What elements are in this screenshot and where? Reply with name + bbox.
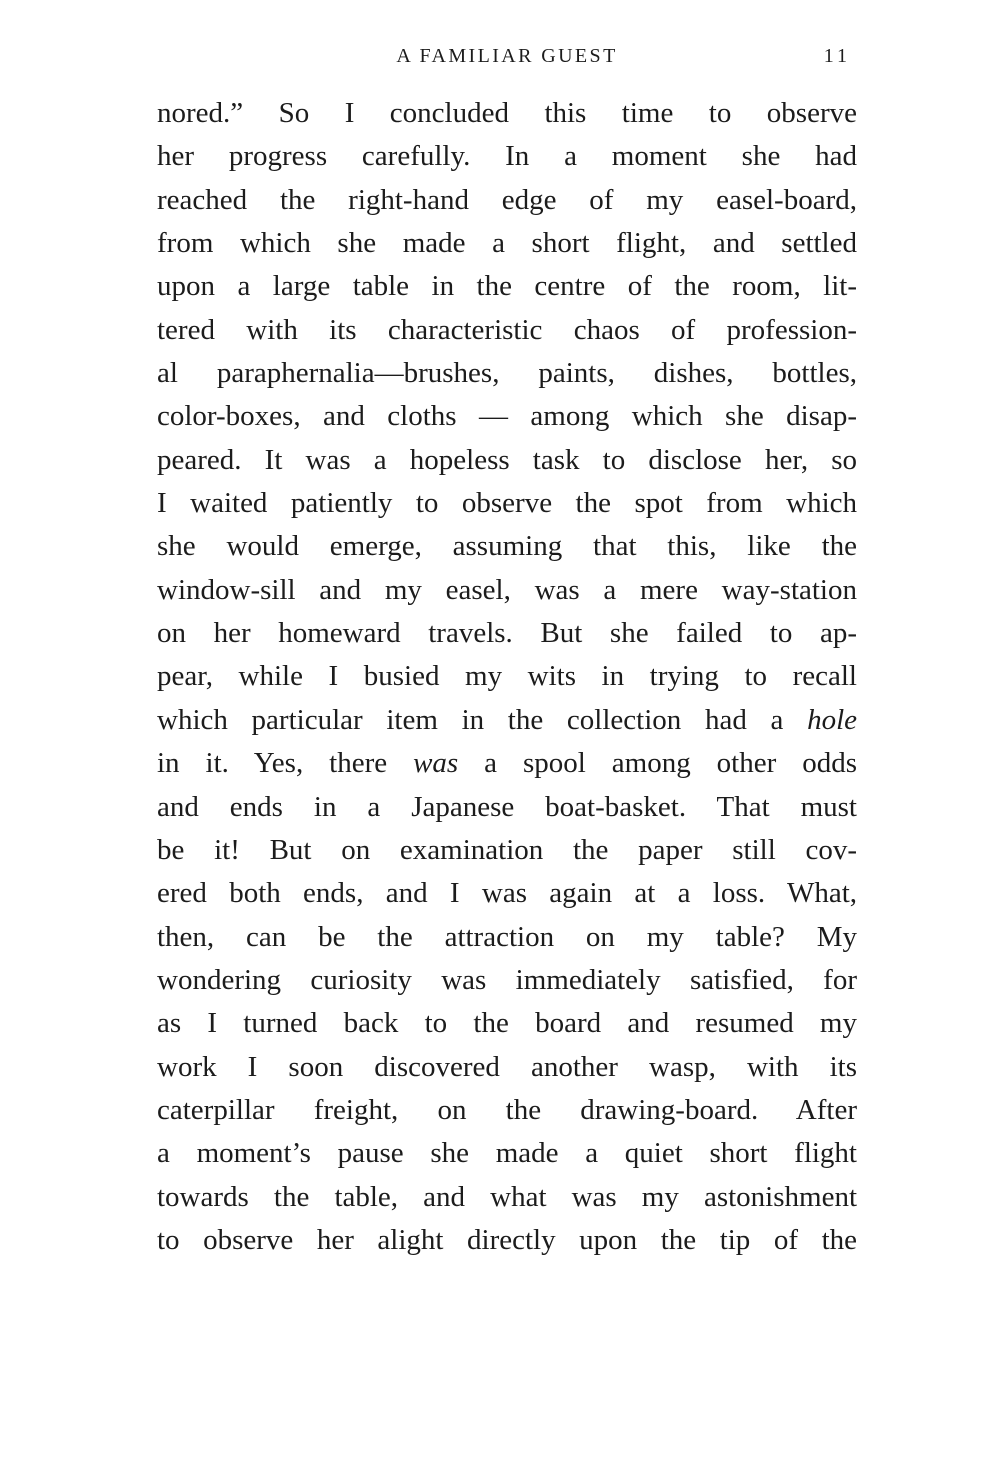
text-line: caterpillar freight, on the drawing-board. After [157,1093,857,1126]
text-line: tered with its characteristic chaos of profession- [157,313,857,346]
text-line: ered both ends, and I was again at a loss. What, [157,877,857,910]
text-line: which particular item in the collection had a hole [157,703,857,736]
text-line: and ends in a Japanese boat-basket. That must [157,790,857,823]
text-line: reached the right-hand edge of my easel-board, [157,183,857,216]
text-line: as I turned back to the board and resumed my [157,1007,857,1040]
text-line: I waited patiently to observe the spot from which [157,487,857,520]
text-line: peared. It was a hopeless task to disclose her, so [157,443,857,476]
text-line: her progress carefully. In a moment she had [157,140,857,173]
text-line: color-boxes, and cloths — among which she disap- [157,400,857,433]
italic-word: was [413,747,459,780]
body-text [157,92,857,1262]
text-line: in it. Yes, there was a spool among other odds [157,747,858,780]
text-line: pear, while I busied my wits in trying to recall [157,660,857,693]
italic-word: hole [807,703,857,736]
text-line: on her homeward travels. But she failed to ap- [157,617,857,650]
text-line: towards the table, and what was my astonishment [157,1180,857,1213]
text-line: work I soon discovered another wasp, with its [157,1050,857,1083]
text-line: wondering curiosity was immediately satisfied, for [157,963,857,996]
running-title: A FAMILIAR GUEST [396,45,618,67]
text-line: then, can be the attraction on my table? My [157,920,857,953]
page-number: 11 [823,45,851,67]
text-line: al paraphernalia—brushes, paints, dishes, bottles, [157,357,857,390]
text-line: nored.” So I concluded this time to observe [157,97,857,129]
running-head [157,40,857,72]
text-line: she would emerge, assuming that this, like the [157,530,857,563]
text-line: window-sill and my easel, was a mere way-station [157,573,857,606]
text-line: a moment’s pause she made a quiet short flight [157,1137,857,1170]
text-line: upon a large table in the centre of the room, lit- [157,270,857,303]
text-line: to observe her alight directly upon the tip of the [157,1223,857,1256]
text-line: be it! But on examination the paper still cov- [157,833,857,866]
text-line: from which she made a short flight, and settled [157,227,857,260]
